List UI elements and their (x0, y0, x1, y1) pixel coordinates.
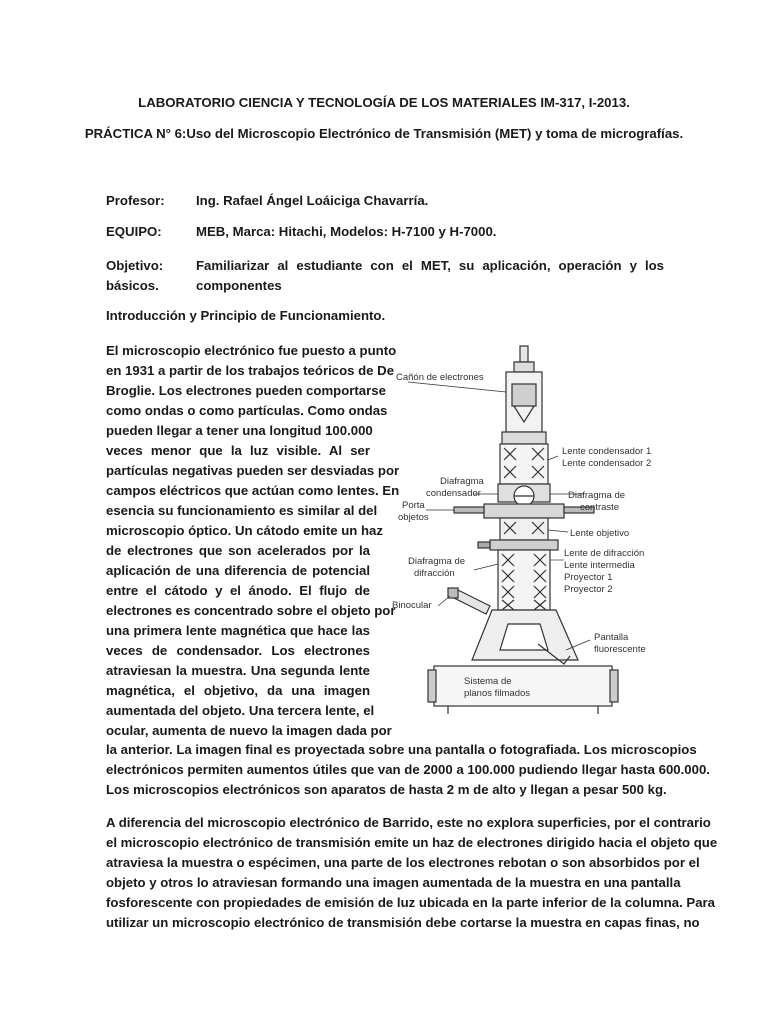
label-sistema-1: Sistema de (464, 676, 512, 687)
text-line: A diferencia del microscopio electrónico de Barrido, este no explora superficies, por el contrario (106, 815, 711, 830)
text-line: una primera lente magnética que hace las (106, 623, 370, 638)
text-line: pueden llegar a tener una longitud 100.000 (106, 423, 373, 438)
section-heading: Introducción y Principio de Funcionamiento. (106, 308, 386, 323)
paragraph-2 (106, 813, 718, 933)
label-sistema-2: planos filmados (464, 688, 531, 699)
text-line: la anterior. La imagen final es proyectada sobre una pantalla o fotografiada. Los microscopios (106, 742, 697, 757)
microscope-diagram (388, 344, 668, 724)
objetivo-continuation: básicos. (106, 278, 159, 293)
equipo-row (106, 222, 662, 242)
text-line: electrones es concentrado sobre el objeto por (106, 603, 396, 618)
paragraph-1-continuation (106, 740, 710, 800)
label-canon: Cañón de electrones (396, 372, 484, 383)
profesor-value: Ing. Rafael Ángel Loáiciga Chavarría. (196, 193, 429, 208)
text-line: fosforescente con propiedades de emisión de luz ubicada en la parte inferior de la columna. Para (106, 895, 715, 910)
text-line: de electrones que son acelerados por la (106, 543, 370, 558)
objetivo-label: Objetivo: (106, 258, 164, 273)
equipo-value: MEB, Marca: Hitachi, Modelos: H-7100 y H-7000. (196, 224, 497, 239)
profesor-row (106, 191, 662, 211)
text-line: Los microscopios electrónicos son aparatos de hasta 2 m de alto y llegan a pesar 500 kg. (106, 782, 667, 797)
text-line: esencia su funcionamiento es similar al del (106, 503, 378, 518)
label-pantalla-1: Pantalla (594, 632, 629, 643)
text-line: partículas negativas pueden ser desviadas por (106, 463, 400, 478)
document-title: LABORATORIO CIENCIA Y TECNOLOGÍA DE LOS MATERIALES IM-317, I-2013. (138, 95, 630, 110)
label-lente-difraccion: Lente de difracción (564, 548, 645, 559)
label-pantalla-2: fluorescente (594, 644, 646, 655)
text-line: magnética, el objetivo, da una imagen (106, 683, 370, 698)
text-line: veces menor que la luz visible. Al ser (106, 443, 370, 458)
equipo-label: EQUIPO: (106, 224, 162, 239)
paragraph-1-column (106, 341, 400, 741)
label-lente-intermedia: Lente intermedia (564, 560, 635, 571)
text-line: el microscopio electrónico de transmisión emite un haz de electrones dirigido hacia el objeto que (106, 835, 718, 850)
text-line: aplicación de una diferencia de potencial (106, 563, 370, 578)
label-binocular: Binocular (392, 600, 432, 611)
text-line: El microscopio electrónico fue puesto a punto (106, 343, 397, 358)
label-porta-2: objetos (398, 512, 429, 523)
label-diafragma-cond-2: condensador (426, 488, 481, 499)
label-diafragma-contraste-2: contraste (580, 502, 620, 513)
text-line: atraviesan la muestra. Una segunda lente (106, 663, 370, 678)
label-lente-objetivo: Lente objetivo (570, 528, 630, 539)
practice-title: PRÁCTICA N° 6:Uso del Microscopio Electrónico de Transmisión (MET) y toma de micrografías. (84, 126, 684, 141)
text-line: utilizar un microscopio electrónico de transmisión debe cortarse la muestra en capas finas, no (106, 915, 700, 930)
objetivo-value: Familiarizar al estudiante con el MET, su aplicación, operación y los componentes (196, 258, 664, 293)
label-diafragma-difr-2: difracción (414, 568, 455, 579)
label-diafragma-cond-1: Diafragma (440, 476, 484, 487)
label-diafragma-difr-1: Diafragma de (408, 556, 466, 567)
text-line: microscopio óptico. Un cátodo emite un haz (106, 523, 383, 538)
text-line: atraviesa la muestra o espécimen, una parte de los electrones rebotan o son absorbidos por el (106, 855, 700, 870)
label-porta-1: Porta (402, 500, 425, 511)
text-line: ocular, aumenta de nuevo la imagen dada por (106, 723, 392, 738)
text-line: veces de condensador. Los electrones (106, 643, 370, 658)
label-proyector-2: Proyector 2 (564, 584, 613, 595)
text-line: aumentada del objeto. Una tercera lente, el (106, 703, 375, 718)
text-line: Broglie. Los electrones pueden comportarse (106, 383, 386, 398)
label-diafragma-contraste-1: Diafragma de (568, 490, 626, 501)
profesor-label: Profesor: (106, 193, 165, 208)
text-line: campos eléctricos que actúan como lentes. En (106, 483, 400, 498)
label-lente-cond2: Lente condensador 2 (562, 458, 652, 469)
text-line: en 1931 a partir de los trabajos teóricos de De (106, 363, 395, 378)
text-line: objeto y otros lo atraviesan formando una imagen aumentada de la muestra en una pantalla (106, 875, 681, 890)
text-line: como ondas o como partículas. Como ondas (106, 403, 388, 418)
text-line: electrónicos permiten aumentos útiles que van de 2000 a 100.000 pudiendo llegar hasta 600.000. (106, 762, 710, 777)
label-lente-cond1: Lente condensador 1 (562, 446, 652, 457)
text-line: entre el cátodo y el ánodo. El flujo de (106, 583, 370, 598)
label-proyector-1: Proyector 1 (564, 572, 613, 583)
objetivo-row (106, 256, 662, 296)
